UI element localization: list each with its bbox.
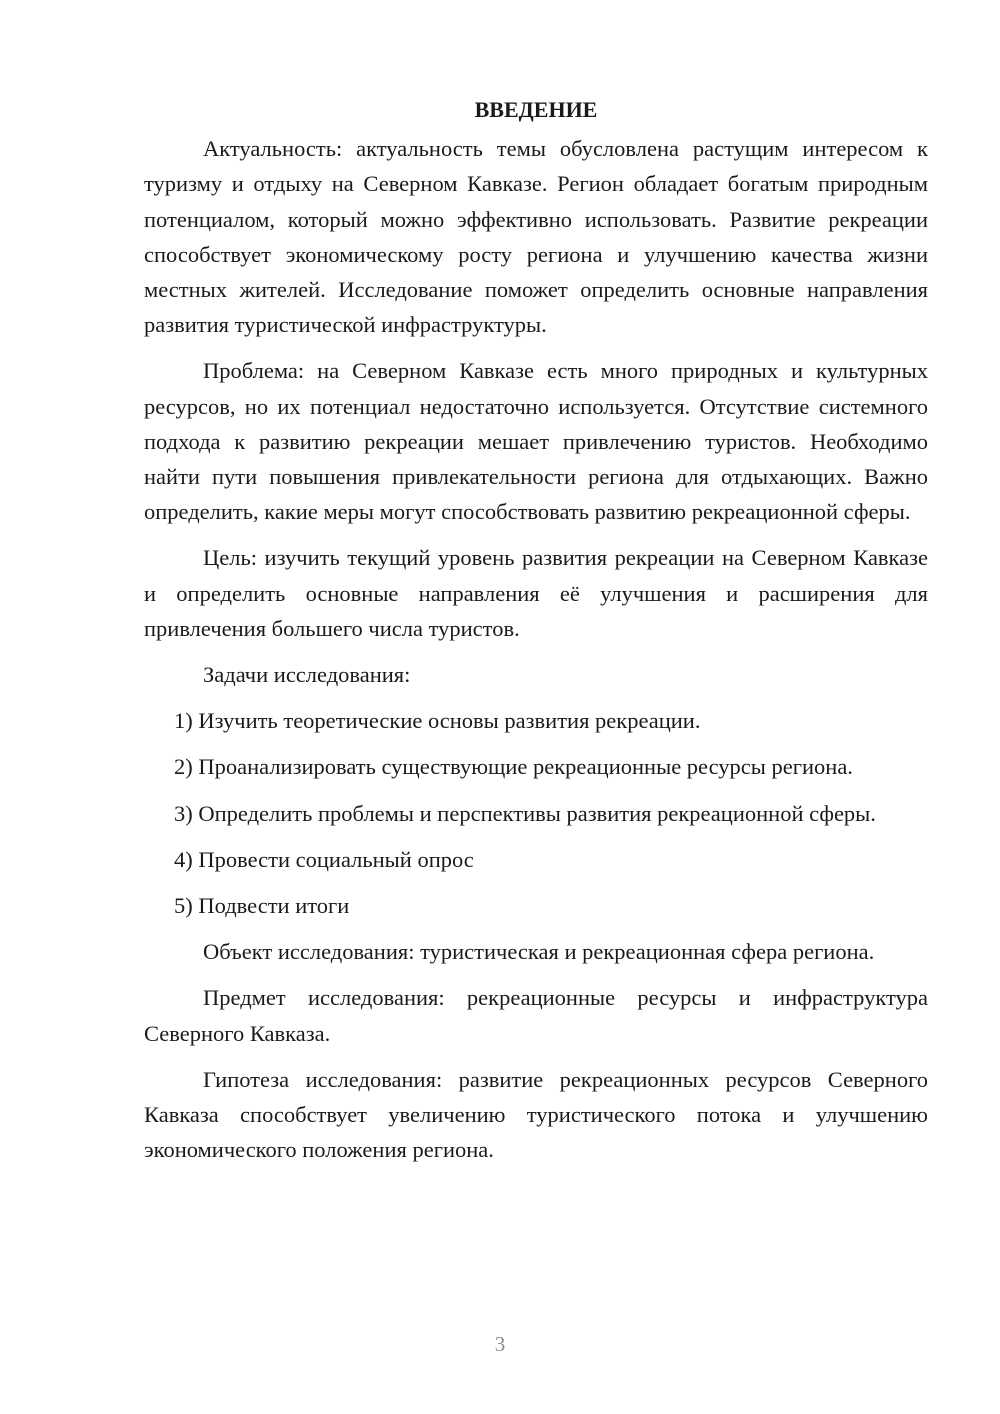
page-number: 3 [494, 1332, 506, 1356]
paragraph-object: Объект исследования: туристическая и рекреационная сфера региона. [203, 939, 875, 965]
task-item: 4) Провести социальный опрос [174, 846, 474, 872]
paragraph-problem: Проблема: на Северном Кавказе есть много природных и культурных ресурсов, но их потенциал недостаточно используется. Отсутствие системного подхода к развитию рекреации мешает привлечению туристов. Необходимо найти пути повышения привлекательности региона для отдыхающих. Важно определить, какие меры могут способствовать развитию рекреационной сферы. [144, 358, 928, 525]
tasks-heading: Задачи исследования: [203, 662, 411, 688]
paragraph-relevance: Актуальность: актуальность темы обусловлена растущим интересом к туризму и отдыху на Северном Кавказе. Регион обладает богатым природным потенциалом, который можно эффективно использовать. Развитие рекреации способствует экономическому росту региона и улучшению качества жизни местных жителей. Исследование поможет определить основные направления развития туристической инфраструктуры. [144, 136, 928, 338]
paragraph-hypothesis: Гипотеза исследования: развитие рекреационных ресурсов Северного Кавказа способствует увеличению туристического потока и улучшению экономического положения региона. [144, 1066, 928, 1163]
task-item: 2) Проанализировать существующие рекреационные ресурсы региона. [174, 754, 853, 780]
document-page [144, 92, 928, 1178]
page-title: ВВЕДЕНИЕ [474, 97, 598, 122]
task-item: 5) Подвести итоги [174, 893, 350, 919]
paragraph-subject: Предмет исследования: рекреационные ресурсы и инфраструктура Северного Кавказа. [144, 985, 928, 1046]
task-item: 3) Определить проблемы и перспективы развития рекреационной сферы. [174, 800, 876, 826]
paragraph-goal: Цель: изучить текущий уровень развития рекреации на Северном Кавказе и определить основные направления её улучшения и расширения для привлечения большего числа туристов. [144, 545, 928, 641]
task-item: 1) Изучить теоретические основы развития рекреации. [174, 708, 701, 734]
